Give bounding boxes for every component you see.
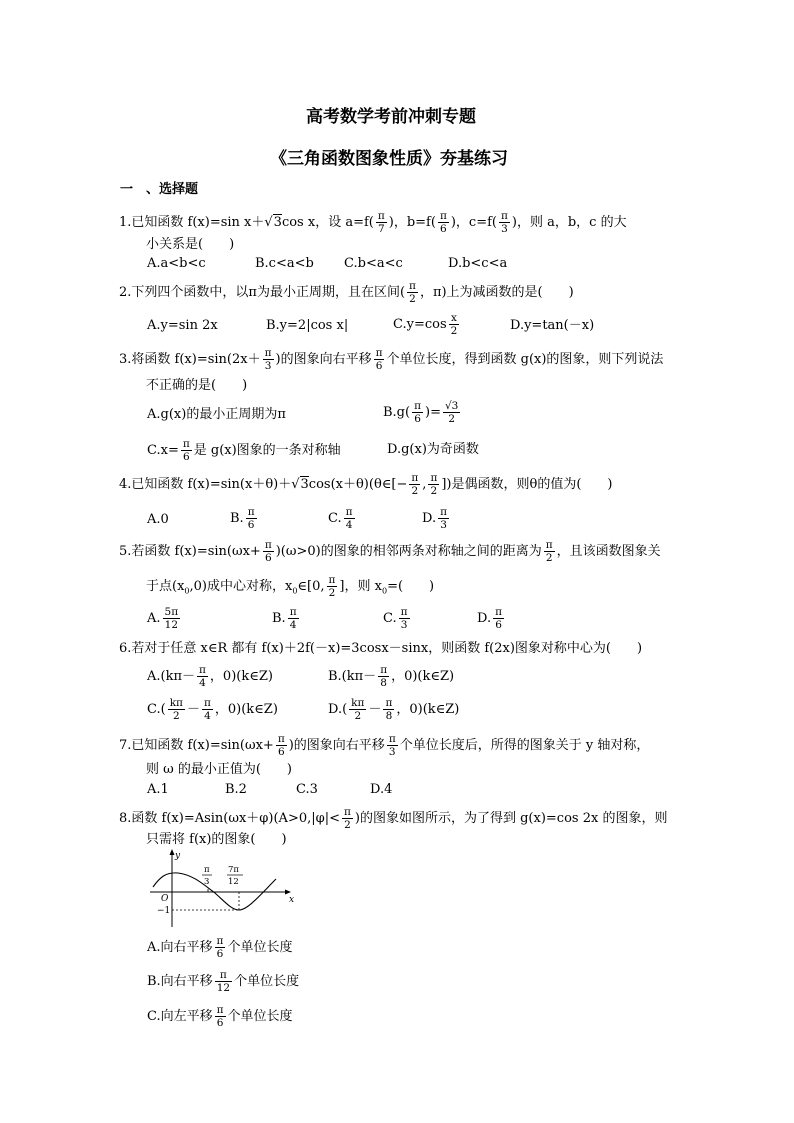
q1-option-d: D.b<c<a (448, 256, 508, 271)
q4-option-b: B. $\frac{\pi}{6}$ (230, 506, 255, 531)
question-5: 5.若函数 f(x)=sin(ωx+ $\frac{\pi}{6}$ )(ω>0)的图象的相邻两条对称轴之间的距离为 $\frac{\pi}{2}$ ，且该函数图象关 (119, 539, 661, 564)
q7-option-a: A.1 (147, 782, 169, 797)
question-6: 6.若对于任意 x∈R 都有 f(x)＋2f(－x)=3cosx－sinx，则函数 f(2x)图象对称中心为( ) (119, 641, 643, 656)
question-4: 4.已知函数 f(x)=sin(x＋θ)＋√3cos(x＋θ)(θ∈[− $\frac{\pi}{2}$ , $\frac{\pi}{2}$ ])是偶函数，则θ的值为( ) (119, 472, 613, 497)
q3-option-c: C.x= $\frac{\pi}{6}$ 是 g(x)图象的一条对称轴 (147, 438, 341, 463)
sine-curve (153, 873, 276, 910)
tick2-numerator: 7π (228, 865, 239, 875)
q7-option-c: C.3 (296, 782, 318, 797)
q4-option-a: A.0 (147, 512, 169, 527)
section-heading: 一 、选择题 (120, 182, 199, 197)
tick1-denominator: 3 (204, 877, 210, 887)
x-axis-arrow (285, 890, 291, 895)
question-8: 8.函数 f(x)=Asin(ωx＋φ)(A>0,|φ|< $\frac{\pi}{2}$ )的图象如图所示，为了得到 g(x)=cos 2x 的图象，则 (119, 806, 668, 831)
q3-option-a: A.g(x)的最小正周期为π (147, 407, 286, 422)
q4-option-c: C. $\frac{\pi}{4}$ (328, 506, 353, 531)
question-7: 7.已知函数 f(x)=sin(ωx+ $\frac{\pi}{6}$ )的图象向右平移 $\frac{\pi}{3}$ 个单位长度后，所得的图象关于 y 轴对称， (119, 733, 650, 758)
q4-option-d: D. $\frac{\pi}{3}$ (422, 506, 447, 531)
q7-option-d: D.4 (370, 782, 393, 797)
neg-one-label: −1 (157, 906, 171, 916)
page-subtitle: 《三角函数图象性质》夯基练习 (270, 149, 508, 169)
question-8-line2: 只需将 f(x)的图象( ) (146, 832, 287, 847)
question-2: 2.下列四个函数中，以π为最小正周期，且在区间( $\frac{\pi}{2}$ ，π)上为减函数的是( ) (119, 280, 574, 305)
tick1-numerator: π (204, 865, 210, 875)
q6-option-d: D.( $\frac{k\pi}{2}$ － $\frac{\pi}{8}$ ，0)(k∈Z) (328, 697, 460, 722)
origin-label: O (161, 894, 169, 904)
x-axis-label: x (289, 895, 295, 905)
q3-option-b: B.g( $\frac{\pi}{6}$ )= $\frac{√3}{2}$ (383, 400, 459, 425)
tick2-denominator: 12 (228, 877, 239, 887)
q2-option-d: D.y=tan(－x) (510, 318, 595, 333)
y-axis-arrow (170, 849, 175, 855)
q5-option-a: A. $\frac{5\pi}{12}$ (147, 606, 179, 631)
q6-option-c: C.( $\frac{k\pi}{2}$ － $\frac{\pi}{4}$ ，0)(k∈Z) (147, 697, 278, 722)
q3-option-d: D.g(x)为奇函数 (387, 442, 479, 457)
q6-option-a: A.(kπ－ $\frac{\pi}{4}$ ，0)(k∈Z) (147, 664, 273, 689)
q8-option-b: B.向右平移 $\frac{\pi}{12}$ 个单位长度 (147, 969, 300, 994)
question-1: 1.已知函数 f(x)=sin x＋√3cos x，设 a=f( $\frac{\pi}{7}$ )，b=f( $\frac{\pi}{6}$ )，c=f( $\frac{\pi}{3}$ )，则 a，b，c 的大 (119, 210, 627, 235)
q2-option-c: C.y=cos $\frac{x}{2}$ (393, 312, 458, 337)
q1-option-a: A.a<b<c (147, 256, 206, 271)
q5-option-c: C. $\frac{\pi}{3}$ (383, 606, 408, 631)
page-title: 高考数学考前冲刺专题 (306, 107, 476, 127)
q6-option-b: B.(kπ－ $\frac{\pi}{8}$ ，0)(k∈Z) (328, 664, 455, 689)
q7-option-b: B.2 (225, 782, 247, 797)
q8-option-a: A.向右平移 $\frac{\pi}{6}$ 个单位长度 (147, 935, 293, 960)
question-3-line2: 不正确的是( ) (146, 378, 248, 393)
question-3: 3.将函数 f(x)=sin(2x＋ $\frac{\pi}{3}$ )的图象向右平移 $\frac{\pi}{6}$ 个单位长度，得到函数 g(x)的图象，则下列说法 (119, 347, 664, 372)
q2-option-b: B.y=2|cos x| (266, 318, 349, 333)
q8-option-c: C.向左平移 $\frac{\pi}{6}$ 个单位长度 (147, 1004, 293, 1029)
y-axis-label: y (175, 851, 181, 861)
q1-option-c: C.b<a<c (344, 256, 403, 271)
q1-option-b: B.c<a<b (255, 256, 314, 271)
q2-option-a: A.y=sin 2x (147, 318, 218, 333)
question-7-line2: 则 ω 的最小正值为( ) (146, 762, 293, 777)
question-5-line2: 于点$(x_0,0)$成中心对称，$x_0\in[0$, $\frac{\pi}{2}$ ]，则 $x_0=$( ) (146, 574, 435, 599)
q8-function-graph (148, 849, 308, 931)
q5-option-d: D. $\frac{\pi}{6}$ (477, 606, 502, 631)
question-1-line2: 小关系是( ) (146, 237, 235, 252)
q5-option-b: B. $\frac{\pi}{4}$ (272, 606, 297, 631)
